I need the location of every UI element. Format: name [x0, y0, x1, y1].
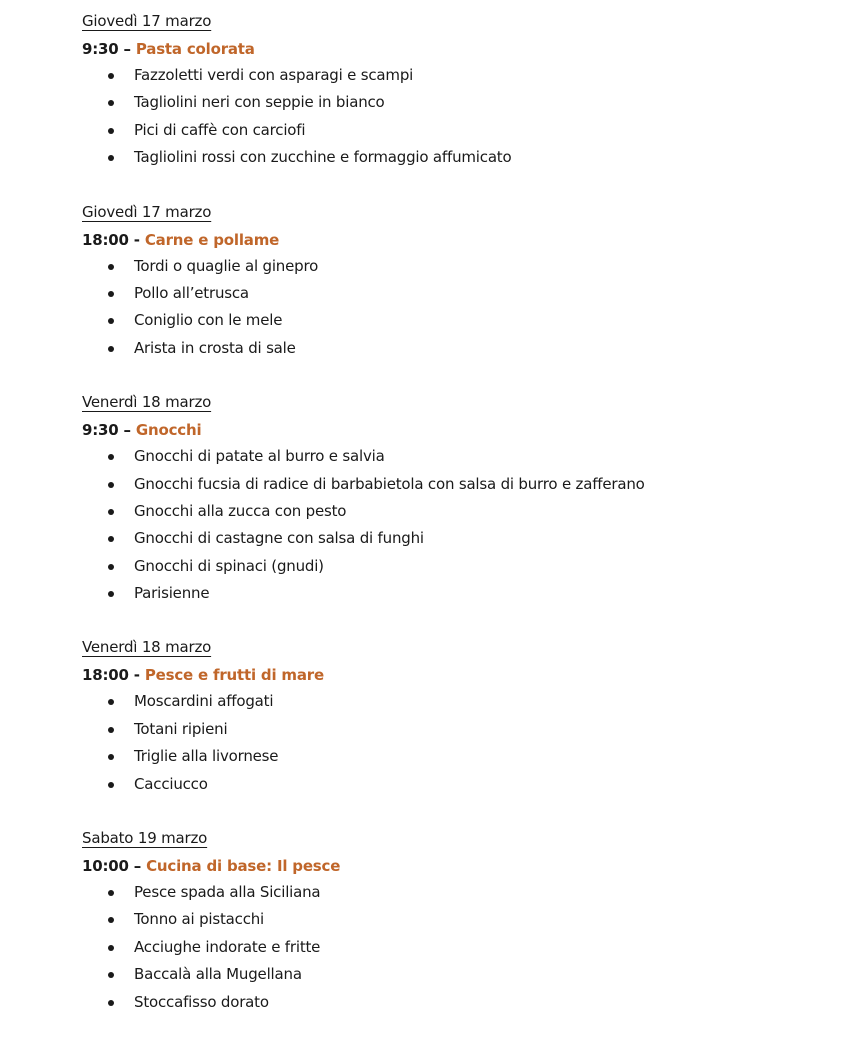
session-time: 9:30: [82, 421, 119, 440]
list-item-text: Fazzoletti verdi con asparagi e scampi: [134, 66, 414, 84]
list-item-text: Parisienne: [134, 584, 210, 603]
bullet-icon: [108, 591, 114, 597]
bullet-icon: [108, 264, 114, 270]
list-item-text: Pollo all’etrusca: [134, 283, 249, 302]
bullet-icon: [108, 945, 114, 951]
list-item-text: Baccalà alla Mugellana: [134, 965, 302, 984]
bullet-icon: [108, 509, 114, 515]
session-title: Pesce e frutti di mare: [144, 666, 324, 685]
session-time: 10:00: [82, 857, 129, 876]
list-item: [82, 580, 822, 607]
bullet-icon: [108, 972, 114, 978]
session-separator: –: [123, 40, 131, 58]
list-item: [82, 471, 822, 498]
dish-list: [82, 879, 822, 1016]
list-item-text: Gnocchi di patate al burro e salvia: [134, 447, 385, 466]
dish-list: [82, 688, 822, 798]
bullet-icon: [108, 1000, 114, 1006]
session-date: Giovedì 17 marzo: [82, 202, 212, 221]
list-item: [82, 743, 822, 770]
list-item: [82, 443, 822, 470]
list-item: [82, 89, 822, 116]
list-item-text: Cacciucco: [134, 774, 208, 793]
bullet-icon: [108, 917, 114, 923]
session-separator: –: [133, 857, 142, 876]
bullet-icon: [108, 291, 114, 297]
list-item: [82, 335, 822, 362]
session-time: 18:00: [82, 230, 129, 249]
session: [82, 634, 822, 798]
bullet-icon: [108, 454, 114, 460]
session-title: Carne e pollame: [144, 230, 280, 249]
list-item-text: Gnocchi fucsia di radice di barbabietola con salsa di burro e zafferano: [134, 474, 645, 493]
list-item: [82, 117, 822, 144]
list-item-text: Tagliolini rossi con zucchine e formaggio affumicato: [134, 148, 512, 167]
session-title: Gnocchi: [135, 421, 202, 440]
session-separator: –: [123, 421, 131, 440]
list-item: [82, 144, 822, 171]
document-body: [82, 8, 822, 1043]
session: [82, 199, 822, 363]
session-heading: [82, 226, 822, 253]
bullet-icon: [108, 727, 114, 733]
dish-list: [82, 443, 822, 607]
bullet-icon: [108, 100, 114, 106]
list-item-text: Gnocchi di spinaci (gnudi): [134, 556, 324, 575]
list-item-text: Moscardini affogati: [134, 692, 274, 711]
list-item: [82, 934, 822, 961]
list-item-text: Totani ripieni: [134, 719, 228, 738]
list-item-text: Stoccafisso dorato: [134, 992, 269, 1011]
list-item-text: Tonno ai pistacchi: [134, 910, 265, 929]
session-date: Venerdì 18 marzo: [82, 638, 212, 657]
bullet-icon: [108, 73, 114, 79]
list-item: [82, 525, 822, 552]
list-item: [82, 688, 822, 715]
bullet-icon: [108, 890, 114, 896]
list-item-text: Triglie alla livornese: [134, 747, 279, 766]
session-heading: [82, 661, 822, 688]
list-item: [82, 253, 822, 280]
session-title: Pasta colorata: [135, 40, 255, 58]
bullet-icon: [108, 564, 114, 570]
list-item: [82, 771, 822, 798]
list-item: [82, 307, 822, 334]
list-item-text: Coniglio con le mele: [134, 311, 283, 330]
bullet-icon: [108, 754, 114, 760]
session-heading: [82, 35, 822, 62]
dish-list: [82, 253, 822, 363]
list-item: [82, 280, 822, 307]
list-item-text: Gnocchi di castagne con salsa di funghi: [134, 529, 424, 548]
session-time: 18:00: [82, 666, 129, 685]
list-item-text: Acciughe indorate e fritte: [134, 937, 321, 956]
session: [82, 389, 822, 607]
list-item: [82, 906, 822, 933]
session: [82, 8, 822, 172]
bullet-icon: [108, 318, 114, 324]
list-item: [82, 716, 822, 743]
session-separator: -: [133, 666, 140, 685]
list-item: [82, 498, 822, 525]
bullet-icon: [108, 155, 114, 161]
session: [82, 825, 822, 1016]
list-item-text: Arista in crosta di sale: [134, 338, 296, 357]
bullet-icon: [108, 536, 114, 542]
bullet-icon: [108, 346, 114, 352]
session-separator: -: [133, 230, 140, 249]
session-title: Cucina di base: Il pesce: [146, 857, 341, 876]
session-heading: [82, 852, 822, 879]
bullet-icon: [108, 482, 114, 488]
list-item: [82, 989, 822, 1016]
bullet-icon: [108, 128, 114, 134]
list-item: [82, 62, 822, 89]
list-item-text: Tordi o quaglie al ginepro: [134, 256, 319, 275]
bullet-icon: [108, 699, 114, 705]
list-item: [82, 879, 822, 906]
dish-list: [82, 62, 822, 172]
list-item-text: Pesce spada alla Siciliana: [134, 883, 321, 902]
session-time: 9:30: [82, 40, 119, 58]
bullet-icon: [108, 782, 114, 788]
session-date: Giovedì 17 marzo: [82, 12, 212, 30]
list-item-text: Gnocchi alla zucca con pesto: [134, 501, 347, 520]
list-item: [82, 961, 822, 988]
session-date: Sabato 19 marzo: [82, 829, 208, 848]
session-heading: [82, 416, 822, 443]
list-item-text: Pici di caffè con carciofi: [134, 120, 306, 139]
list-item: [82, 553, 822, 580]
list-item-text: Tagliolini neri con seppie in bianco: [134, 93, 385, 112]
session-date: Venerdì 18 marzo: [82, 393, 212, 412]
